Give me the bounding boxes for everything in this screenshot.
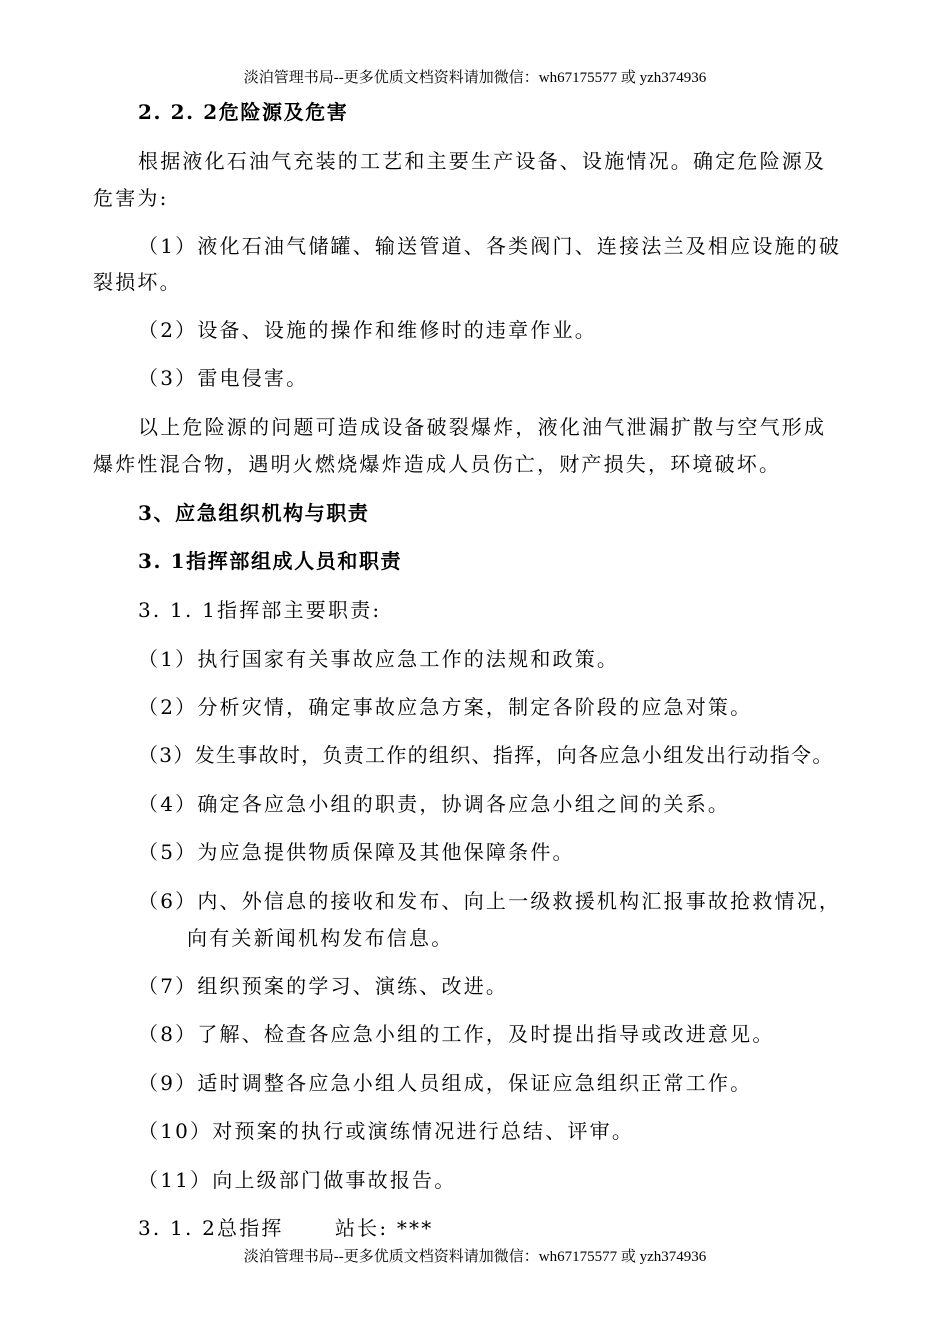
footer-watermark: 淡泊管理书局--更多优质文档资料请加微信：wh67175577 或 yzh374936 [243,1249,707,1265]
section-heading-3: 3、应急组织机构与职责 [138,501,370,525]
duty-item-cont: 向有关新闻机构发布信息。 [187,926,454,950]
section-heading-3-1: 3. 1指挥部组成人员和职责 [138,549,403,573]
section-heading-2-2-2: 2. 2. 2危险源及危害 [138,100,349,124]
hazard-item-1-cont: 裂损坏。 [93,270,182,294]
duty-item: （8）了解、检查各应急小组的工作，及时提出指导或改进意见。 [138,1022,775,1046]
duty-item: （10）对预案的执行或演练情况进行总结、评审。 [138,1119,635,1143]
duty-item: （11）向上级部门做事故报告。 [138,1168,457,1192]
hazard-item-1: （1）液化石油气储罐、输送管道、各类阀门、连接法兰及相应设施的破 [138,234,842,258]
paragraph-line: 根据液化石油气充装的工艺和主要生产设备、设施情况。确定危险源及 [138,149,827,173]
paragraph-line: 危害为: [93,186,169,210]
header-watermark: 淡泊管理书局--更多优质文档资料请加微信：wh67175577 或 yzh374936 [243,70,707,86]
paragraph-line: 爆炸性混合物，遇明火燃烧爆炸造成人员伤亡，财产损失，环境破坏。 [93,452,782,476]
duty-item: （1）执行国家有关事故应急工作的法规和政策。 [138,647,620,671]
hazard-item-3: （3）雷电侵害。 [138,366,309,390]
duty-item: （5）为应急提供物质保障及其他保障条件。 [138,840,575,864]
duty-item: （3）发生事故时，负责工作的组织、指挥，向各应急小组发出行动指令。 [138,743,834,767]
duty-item: （6）内、外信息的接收和发布、向上一级救援机构汇报事故抢救情况， [138,889,842,913]
section-heading-3-1-1: 3. 1. 1指挥部主要职责: [138,598,382,622]
duty-item: （9）适时调整各应急小组人员组成，保证应急组织正常工作。 [138,1071,753,1095]
duty-item: （4）确定各应急小组的职责，协调各应急小组之间的关系。 [138,792,731,816]
paragraph-line: 以上危险源的问题可造成设备破裂爆炸，液化油气泄漏扩散与空气形成 [138,415,827,439]
hazard-item-2: （2）设备、设施的操作和维修时的违章作业。 [138,318,597,342]
section-heading-3-1-2: 3. 1. 2总指挥 站长: *** [138,1216,434,1240]
duty-item: （7）组织预案的学习、演练、改进。 [138,974,509,998]
duty-item: （2）分析灾情，确定事故应急方案，制定各阶段的应急对策。 [138,695,753,719]
